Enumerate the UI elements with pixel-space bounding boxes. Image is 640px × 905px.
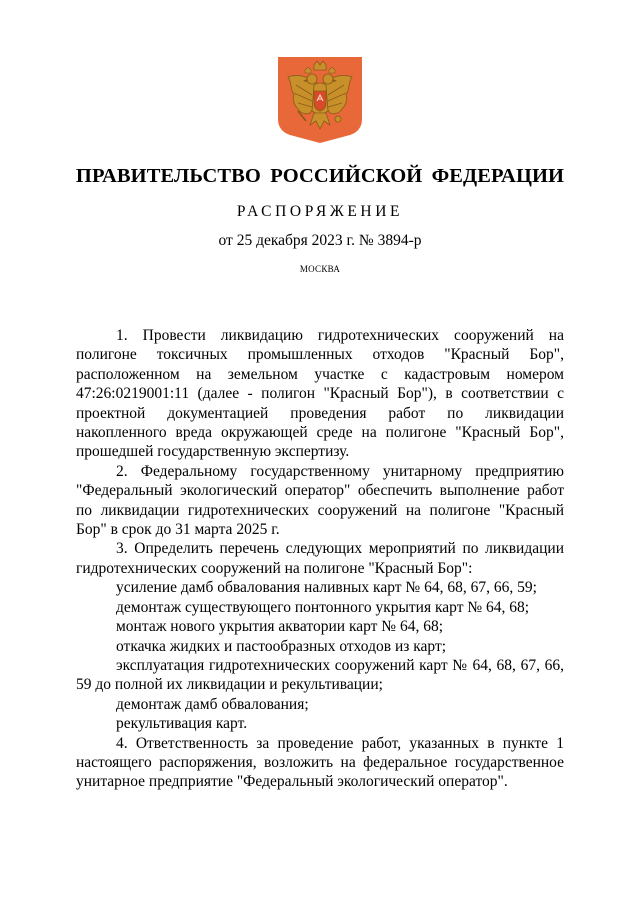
paragraph-3: 3. Определить перечень следующих мероприятий по ликвидации гидротехнических сооружений на полигоне "Красный Бор": [76,540,564,577]
paragraph-1: 1. Провести ликвидацию гидротехнических сооружений на полигоне токсичных промышленных отходов "Красный Бор", расположенном на земельном участке с кадастровым номером 47:26:0219001:11 (далее - полигон "Красный Бор"), в соответствии с проектной документацией проведения работ по ликвидации накопленного вреда окружающей среде на полигоне "Красный Бор", прошедшей государственную экспертизу. [76,327,564,461]
list-item: демонтаж дамб обвалования; [116,695,309,713]
document-city: МОСКВА [299,264,341,274]
coat-of-arms-emblem [276,55,364,145]
document-date-number: от 25 декабря 2023 г. № 3894-р [218,232,422,249]
paragraph-2: 2. Федеральному государственному унитарному предприятию "Федеральный экологический оператор" обеспечить выполнение работ по ликвидации гидротехнических сооружений на полигоне "Красный Бор" в срок до 31 марта 2025 г. [76,462,564,539]
government-title: ПРАВИТЕЛЬСТВО РОССИЙСКОЙ ФЕДЕРАЦИИ [75,165,565,187]
list-item: монтаж нового укрытия акватории карт № 64, 68; [116,618,444,636]
list-item: усиление дамб обвалования наливных карт № 64, 68, 67, 66, 59; [116,579,537,597]
list-item: откачка жидких и пастообразных отходов из карт; [116,637,447,655]
list-item: демонтаж существующего понтонного укрытия карт № 64, 68; [116,598,530,616]
document-body [76,326,564,792]
list-item: эксплуатация гидротехнических сооружений карт № 64, 68, 67, 66, 59 до полной их ликвидации и рекультивации; [76,656,564,694]
russian-coat-of-arms-icon [276,55,364,145]
paragraph-4: 4. Ответственность за проведение работ, указанных в пункте 1 настоящего распоряжения, возложить на федеральное государственное унитарное предприятие "Федеральный экологический оператор". [76,734,564,791]
list-item: рекультивация карт. [116,715,248,733]
document-type: РАСПОРЯЖЕНИЕ [236,203,404,220]
